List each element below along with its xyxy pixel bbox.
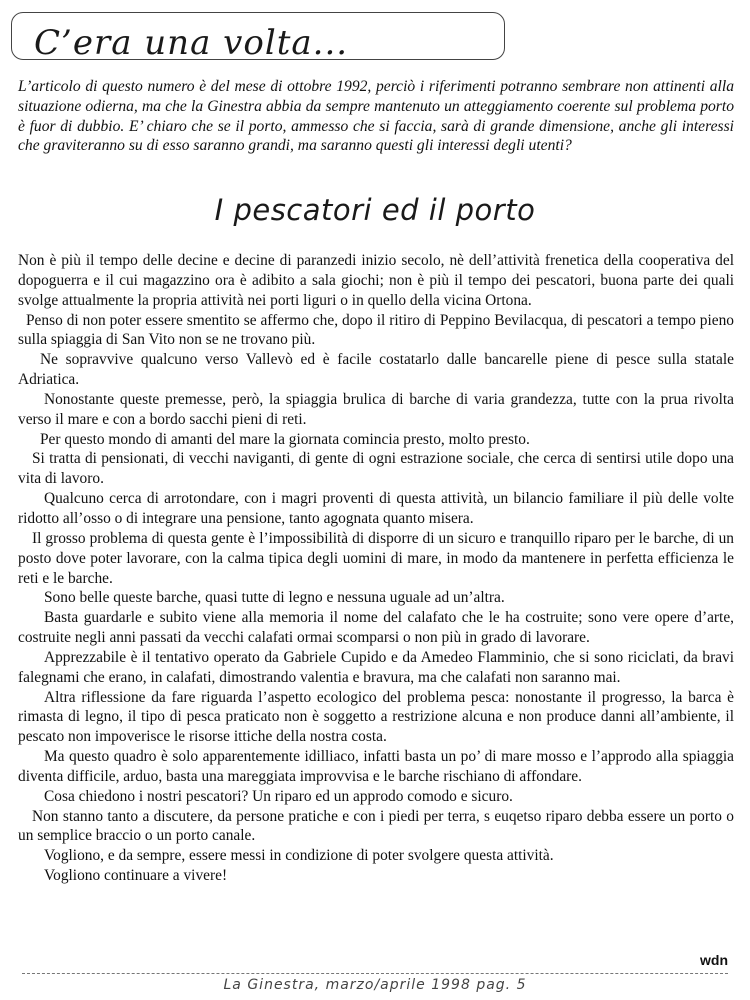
paragraph: Ne sopravvive qualcuno verso Vallevò ed è facile costatarlo dalle bancarelle piene di pesce sulla statale Adriatica.: [18, 351, 734, 389]
paragraph: Altra riflessione da fare riguarda l’aspetto ecologico del problema pesca: nonostante il progresso, la barca è rimasta di legno, il tipo di pesca praticato non è soggetto a restrizione alcuna e non produce danni all’ambiente, il pescato non impoverisce le risorse ittiche della nostra costa.: [18, 688, 734, 746]
section-title: C’era una volta...: [34, 23, 349, 63]
author-signature: wdn: [700, 952, 728, 968]
paragraph: Si tratta di pensionati, di vecchi naviganti, di gente di ogni estrazione sociale, che cerca di sentirsi utile dopo una vita di lavoro.: [18, 450, 734, 488]
paragraph: Il grosso problema di questa gente è l’impossibilità di disporre di un sicuro e tranquillo riparo per le barche, di un posto dove poter lavorare, con la calma tipica degli uomini di mare, in modo da mantenere in perfetta efficienza le reti e le barche.: [18, 529, 734, 587]
header-box: [11, 12, 505, 63]
page-footer: La Ginestra, marzo/aprile 1998 pag. 5: [223, 977, 527, 993]
paragraph: Apprezzabile è il tentativo operato da Gabriele Cupido e da Amedeo Flamminio, che si sono riciclati, da bravi falegnami che erano, in calafati, dimostrando valentia e bravura, ma che calafati non saranno mai.: [18, 648, 734, 686]
paragraph: Vogliono, e da sempre, essere messi in condizione di poter svolgere questa attività.: [44, 847, 554, 865]
paragraph: Ma questo quadro è solo apparentemente idilliaco, infatti basta un po’ di mare mosso e l’approdo alla spiaggia diventa difficile, arduo, basta una mareggiata improvvisa e le barche rischiano di affondare.: [18, 748, 734, 785]
article-title: I pescatori ed il porto: [214, 193, 536, 227]
article-body: [18, 251, 734, 886]
intro-note: [18, 77, 734, 156]
paragraph: Penso di non poter essere smentito se affermo che, dopo il ritiro di Peppino Bevilacqua, di pescatori a tempo pieno sulla spiaggia di San Vito non se ne trovano più.: [18, 311, 734, 349]
paragraph: Basta guardarle e subito viene alla memoria il nome del calafato che le ha costruite; sono vere opere d’arte, costruite negli anni passati da vecchi calafati ormai scomparsi o non più in grado di lavorare.: [18, 609, 734, 647]
paragraph: Non è più il tempo delle decine e decine di paranzedi inizio secolo, nè dell’attività frenetica della cooperativa del dopoguerra e il cui magazzino ora è adibito a sala giochi; non è più il tempo dei pescatori, buona parte dei quali svolge attualmente la propria attività nei porti liguri o in quello della vicina Ortona.: [18, 252, 734, 309]
footer-divider: [22, 973, 728, 974]
paragraph: Sono belle queste barche, quasi tutte di legno e nessuna uguale ad un’altra.: [44, 589, 505, 607]
paragraph: Cosa chiedono i nostri pescatori? Un riparo ed un approdo comodo e sicuro.: [44, 787, 513, 805]
paragraph: Non stanno tanto a discutere, da persone pratiche e con i piedi per terra, s euqetso riparo debba essere un porto o un semplice braccio o un porto canale.: [18, 807, 734, 845]
paragraph: Qualcuno cerca di arrotondare, con i magri proventi di questa attività, un bilancio familiare il più delle volte ridotto all’osso o di integrare una pensione, tanto agognata quanto misera.: [18, 490, 734, 527]
paragraph: Vogliono continuare a vivere!: [44, 867, 228, 885]
intro-text: L’articolo di questo numero è del mese di ottobre 1992, perciò i riferimenti potranno sembrare non attinenti alla situazione odierna, ma che la Ginestra abbia da sempre mantenuto un atteggiamento coerente sul problema porto è fuor di dubbio. E’ chiaro che se il porto, ammesso che si faccia, sarà di grande dimensione, anche gli interessi che graviteranno su di esso saranno grandi, ma saranno questi gli interessi degli utenti?: [18, 78, 734, 155]
paragraph: Nonostante queste premesse, però, la spiaggia brulica di barche di varia grandezza, tutte con la prua rivolta verso il mare e con a bordo sacchi pieni di reti.: [18, 390, 734, 428]
paragraph: Per questo mondo di amanti del mare la giornata comincia presto, molto presto.: [40, 430, 530, 448]
